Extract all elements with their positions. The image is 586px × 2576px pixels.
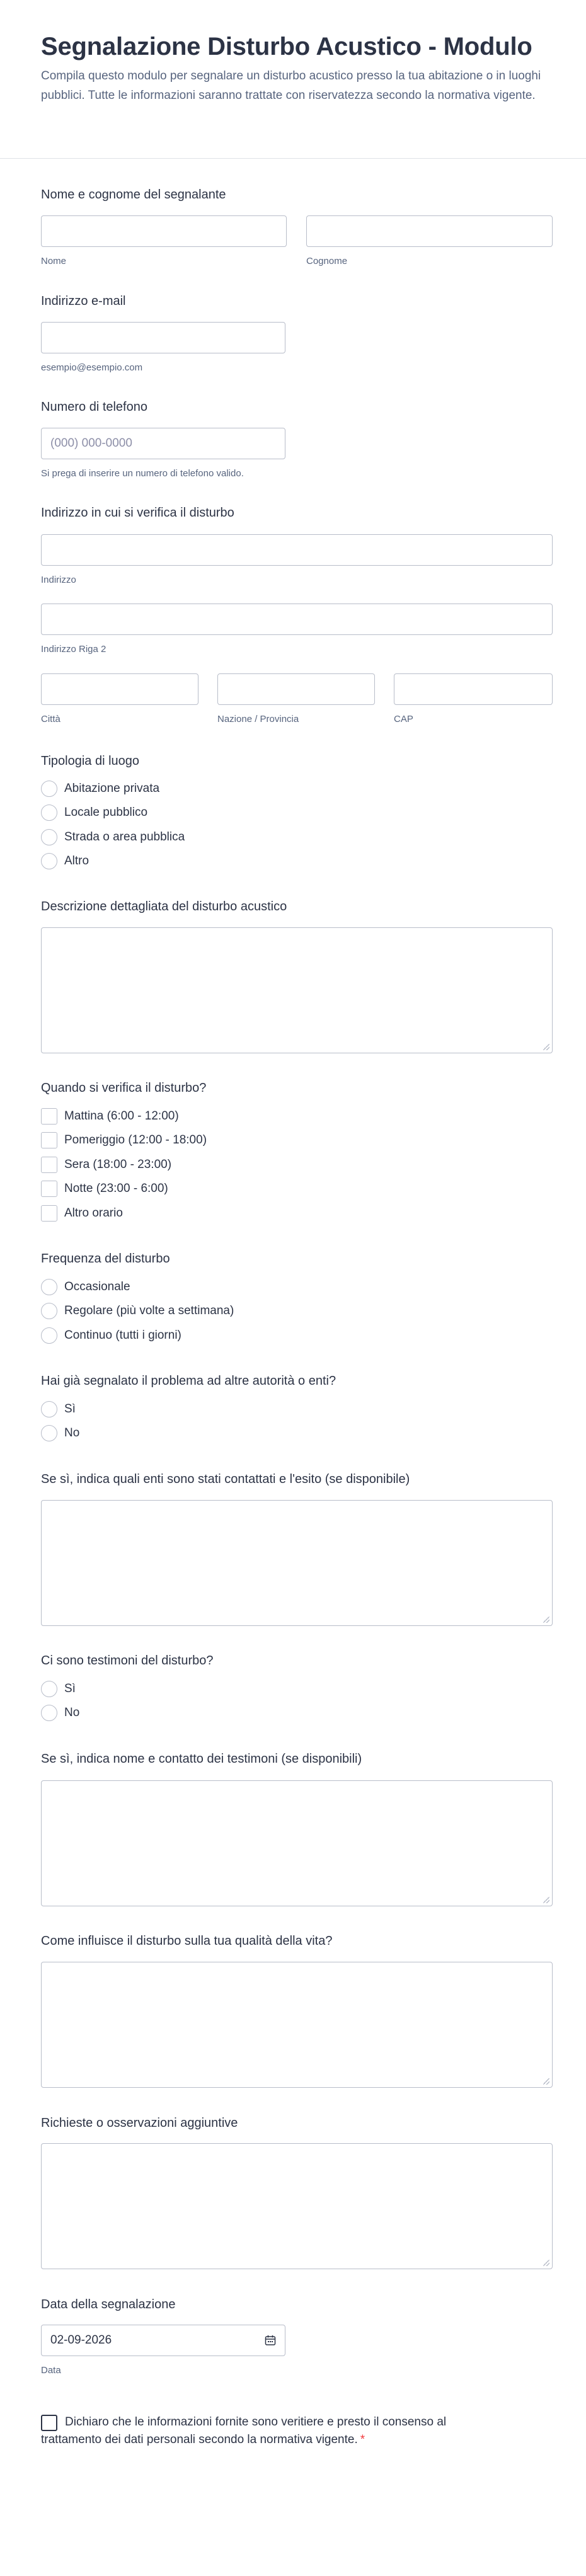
radio-icon[interactable] — [41, 1425, 57, 1441]
witness-contacts-label: Se sì, indica nome e contatto dei testimoni (se disponibili) — [41, 1752, 362, 1766]
form-description: Compila questo modulo per segnalare un disturbo acustico presso la tua abitazione o in luoghi pubblici. Tutte le informazioni saranno trattate con riservatezza secondo la normativa vigente. — [41, 69, 541, 102]
resize-grip-icon[interactable] — [543, 2078, 549, 2085]
state-sublabel: Nazione / Provincia — [217, 714, 299, 724]
resize-grip-icon[interactable] — [543, 2260, 549, 2266]
place-type-option[interactable]: Abitazione privata — [41, 780, 159, 798]
reported-option[interactable]: No — [41, 1424, 79, 1442]
consent-text-line2: trattamento dei dati personali secondo la normativa vigente. * — [41, 2433, 365, 2446]
date-input[interactable] — [41, 2325, 285, 2356]
description-textarea[interactable] — [41, 927, 553, 1053]
zip-input[interactable] — [394, 673, 553, 705]
witnesses-option[interactable]: No — [41, 1704, 79, 1722]
date-label: Data della segnalazione — [41, 2298, 176, 2311]
checkbox-icon[interactable] — [41, 1157, 57, 1173]
frequency-option[interactable]: Regolare (più volte a settimana) — [41, 1302, 234, 1320]
place-type-label: Tipologia di luogo — [41, 754, 140, 768]
first-name-sublabel: Nome — [41, 256, 67, 266]
radio-icon[interactable] — [41, 1681, 57, 1697]
when-option[interactable]: Pomeriggio (12:00 - 18:00) — [41, 1131, 207, 1149]
zip-sublabel: CAP — [394, 714, 413, 724]
radio-icon[interactable] — [41, 804, 57, 821]
last-name-input[interactable] — [306, 215, 553, 247]
email-sublabel: esempio@esempio.com — [41, 362, 143, 373]
address-label: Indirizzo in cui si verifica il disturbo — [41, 506, 234, 520]
resize-grip-icon[interactable] — [543, 1044, 549, 1050]
first-name-input[interactable] — [41, 215, 287, 247]
witnesses-option[interactable]: Sì — [41, 1680, 76, 1698]
address-line2-sublabel: Indirizzo Riga 2 — [41, 644, 106, 655]
date-sublabel: Data — [41, 2365, 61, 2376]
email-label: Indirizzo e-mail — [41, 294, 126, 308]
when-option[interactable]: Sera (18:00 - 23:00) — [41, 1156, 171, 1174]
place-type-option[interactable]: Altro — [41, 852, 89, 870]
checkbox-icon[interactable] — [41, 1205, 57, 1222]
when-option[interactable]: Altro orario — [41, 1205, 123, 1222]
reported-option[interactable]: Sì — [41, 1400, 76, 1418]
notes-textarea[interactable] — [41, 2143, 553, 2269]
required-mark: * — [360, 2433, 365, 2446]
place-type-option[interactable]: Strada o area pubblica — [41, 828, 185, 846]
when-label: Quando si verifica il disturbo? — [41, 1081, 207, 1095]
resize-grip-icon[interactable] — [543, 1617, 549, 1623]
name-label: Nome e cognome del segnalante — [41, 188, 226, 202]
last-name-sublabel: Cognome — [306, 256, 348, 266]
address-line1-input[interactable] — [41, 534, 553, 566]
address-line1-sublabel: Indirizzo — [41, 575, 76, 585]
entities-label: Se sì, indica quali enti sono stati contattati e l'esito (se disponibile) — [41, 1472, 410, 1486]
consent-checkbox[interactable] — [41, 2415, 57, 2431]
phone-sublabel: Si prega di inserire un numero di telefono valido. — [41, 468, 244, 479]
when-option[interactable]: Notte (23:00 - 6:00) — [41, 1180, 168, 1198]
impact-label: Come influisce il disturbo sulla tua qualità della vita? — [41, 1934, 333, 1948]
checkbox-icon[interactable] — [41, 1132, 57, 1148]
calendar-icon[interactable] — [265, 2335, 276, 2349]
checkbox-icon[interactable] — [41, 2415, 57, 2431]
reported-label: Hai già segnalato il problema ad altre autorità o enti? — [41, 1374, 336, 1388]
frequency-option[interactable]: Continuo (tutti i giorni) — [41, 1327, 181, 1344]
impact-textarea[interactable] — [41, 1962, 553, 2088]
place-type-option[interactable]: Locale pubblico — [41, 804, 147, 821]
checkbox-icon[interactable] — [41, 1108, 57, 1125]
radio-icon[interactable] — [41, 1705, 57, 1721]
witness-contacts-textarea[interactable] — [41, 1780, 553, 1906]
phone-label: Numero di telefono — [41, 400, 147, 414]
radio-icon[interactable] — [41, 781, 57, 797]
radio-icon[interactable] — [41, 853, 57, 869]
consent-text-line1: Dichiaro che le informazioni fornite sono veritiere e presto il consenso al — [65, 2415, 447, 2429]
form-header — [0, 0, 586, 159]
city-input[interactable] — [41, 673, 198, 705]
state-input[interactable] — [217, 673, 375, 705]
city-sublabel: Città — [41, 714, 60, 724]
witnesses-label: Ci sono testimoni del disturbo? — [41, 1654, 214, 1668]
date-value: 02-09-2026 — [50, 2333, 112, 2347]
radio-icon[interactable] — [41, 1401, 57, 1417]
radio-icon[interactable] — [41, 1327, 57, 1344]
frequency-label: Frequenza del disturbo — [41, 1252, 170, 1266]
email-input[interactable] — [41, 322, 285, 353]
frequency-option[interactable]: Occasionale — [41, 1278, 130, 1296]
form-title: Segnalazione Disturbo Acustico - Modulo — [41, 33, 532, 60]
notes-label: Richieste o osservazioni aggiuntive — [41, 2116, 238, 2130]
entities-textarea[interactable] — [41, 1500, 553, 1626]
radio-icon[interactable] — [41, 1279, 57, 1295]
checkbox-icon[interactable] — [41, 1181, 57, 1197]
radio-icon[interactable] — [41, 1303, 57, 1319]
phone-input[interactable] — [41, 428, 285, 459]
when-option[interactable]: Mattina (6:00 - 12:00) — [41, 1108, 179, 1125]
description-label: Descrizione dettagliata del disturbo acustico — [41, 900, 287, 913]
radio-icon[interactable] — [41, 829, 57, 845]
resize-grip-icon[interactable] — [543, 1897, 549, 1903]
address-line2-input[interactable] — [41, 604, 553, 635]
